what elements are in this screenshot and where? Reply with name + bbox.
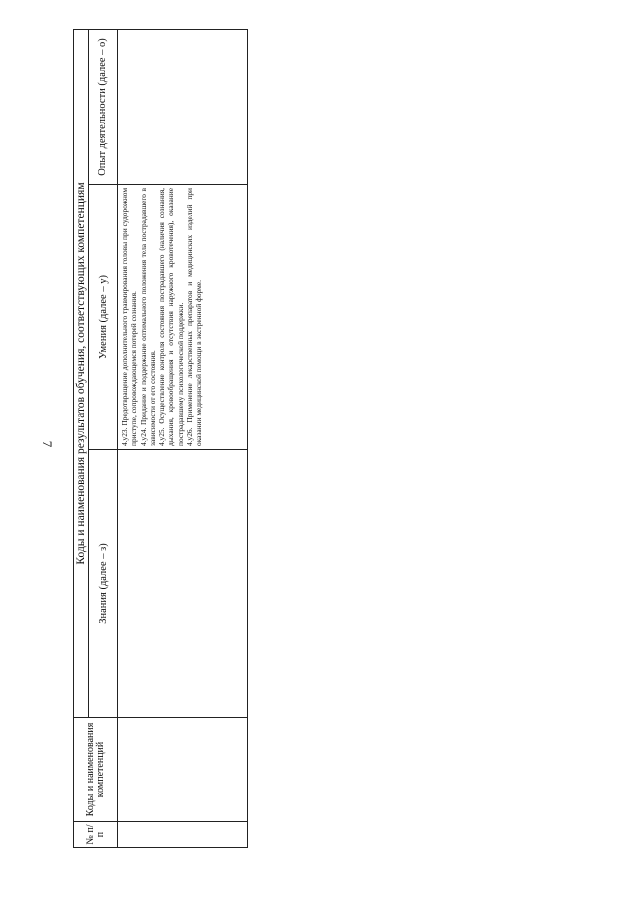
cell-skills [118,185,248,450]
header-skills: Умения (далее – у) [89,185,118,450]
cell-num [118,822,248,848]
skill-item: 4.у23. Предотвращение дополнительного травмирования головы при судорожном приступе, сопровождающемся потерей сознания. [120,188,139,446]
cell-experience [118,29,248,184]
header-results-group: Коды и наименования результатов обучения, соответствующих компетенциям [74,29,89,717]
header-codes: Коды и наименования компетенций [74,718,118,822]
skill-item: 4.у24. Придание и поддержание оптимального положения тела пострадавшего в зависимости от его состояния. [138,188,157,446]
page-number: 7 [40,440,55,448]
header-num: № п/п [74,822,118,848]
header-knowledge: Знания (далее – з) [89,450,118,718]
competencies-table [73,29,248,848]
rotated-table-wrapper [73,30,247,848]
header-experience: Опыт деятельности (далее – о) [89,29,118,184]
cell-knowledge [118,450,248,718]
skill-item: 4.у26. Применение лекарственных препаратов и медицинских изделий при оказании медицинской помощи в экстренной форме. [185,188,204,446]
cell-codes [118,718,248,822]
table-row [118,29,248,847]
skill-item: 4.у25. Осуществление контроля состояния пострадавшего (наличия сознания, дыхания, кровообращения и отсутствия наружного кровотечения), оказание пострадавшему психологической поддержки. [157,188,185,446]
